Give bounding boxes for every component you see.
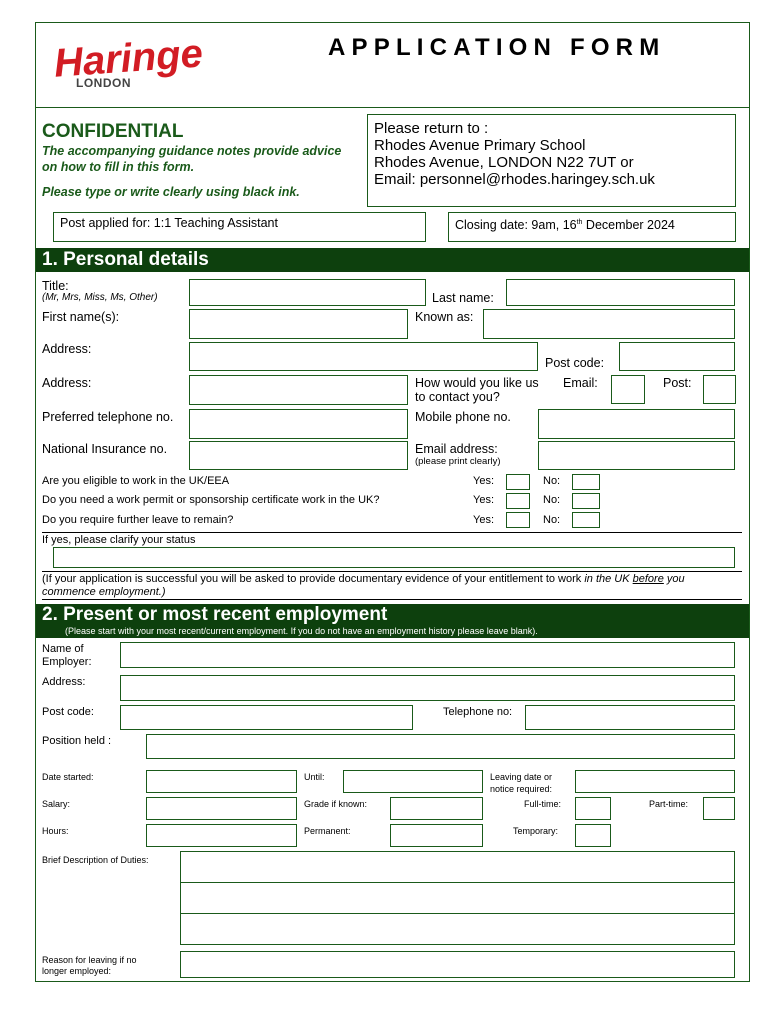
preferred-phone-input[interactable] bbox=[189, 409, 408, 439]
first-names-label: First name(s): bbox=[42, 310, 120, 324]
emp-post-code-label: Post code: bbox=[42, 706, 94, 718]
post-code-input[interactable] bbox=[619, 342, 735, 371]
leaving-label-1: Leaving date or bbox=[490, 772, 553, 782]
section-1-title: 1. Personal details bbox=[42, 249, 209, 270]
emp-address-input[interactable] bbox=[120, 675, 735, 701]
section-2-title: 2. Present or most recent employment bbox=[42, 604, 388, 625]
clarify-label: If yes, please clarify your status bbox=[42, 534, 196, 546]
last-name-label: Last name: bbox=[432, 291, 494, 305]
divider-1 bbox=[42, 532, 742, 533]
full-time-checkbox[interactable] bbox=[575, 797, 611, 820]
employer-input[interactable] bbox=[120, 642, 735, 668]
position-input[interactable] bbox=[146, 734, 735, 759]
permit-yes-checkbox[interactable] bbox=[506, 493, 530, 509]
reason-label-1: Reason for leaving if no bbox=[42, 955, 137, 965]
hours-input[interactable] bbox=[146, 824, 297, 847]
eligible-question: Are you eligible to work in the UK/EEA bbox=[42, 475, 230, 487]
closing-date-label: Closing date: 9am, 16th December 2024 bbox=[455, 218, 675, 233]
leave-no-label: No: bbox=[543, 514, 561, 526]
clarify-input[interactable] bbox=[53, 547, 735, 568]
duties-input-line-2[interactable] bbox=[180, 882, 735, 914]
title-hint: (Mr, Mrs, Miss, Ms, Other) bbox=[42, 292, 158, 303]
leaving-label-2: notice required: bbox=[490, 784, 553, 794]
eligible-yes-label: Yes: bbox=[473, 475, 495, 487]
part-time-label: Part-time: bbox=[649, 799, 689, 809]
title-label: Title: bbox=[42, 279, 69, 293]
temporary-checkbox[interactable] bbox=[575, 824, 611, 847]
return-line-2: Rhodes Avenue, LONDON N22 7UT or bbox=[374, 154, 634, 171]
until-label: Until: bbox=[304, 772, 325, 782]
temporary-label: Temporary: bbox=[513, 826, 559, 836]
section-2-subtitle: (Please start with your most recent/current employment. If you do not have an employment history please leave blank). bbox=[65, 626, 538, 636]
contact-question-line-2: to contact you? bbox=[415, 390, 500, 404]
eligible-yes-checkbox[interactable] bbox=[506, 474, 530, 490]
part-time-checkbox[interactable] bbox=[703, 797, 735, 820]
post-applied-label: Post applied for: 1:1 Teaching Assistant bbox=[60, 216, 278, 230]
return-email: Email: personnel@rhodes.haringey.sch.uk bbox=[374, 171, 655, 188]
title-input[interactable] bbox=[189, 279, 426, 306]
reason-input[interactable] bbox=[180, 951, 735, 978]
preferred-phone-label: Preferred telephone no. bbox=[42, 410, 174, 424]
eligible-no-label: No: bbox=[543, 475, 561, 487]
permanent-label: Permanent: bbox=[304, 826, 351, 836]
haringey-logo bbox=[52, 30, 202, 92]
address-input-1[interactable] bbox=[189, 342, 538, 371]
mobile-phone-label: Mobile phone no. bbox=[415, 410, 511, 424]
address-label-1: Address: bbox=[42, 342, 92, 356]
contact-post-label: Post: bbox=[663, 376, 692, 390]
known-as-input[interactable] bbox=[483, 309, 735, 339]
date-started-label: Date started: bbox=[42, 772, 94, 782]
emp-telephone-label: Telephone no: bbox=[443, 706, 513, 718]
until-input[interactable] bbox=[343, 770, 483, 793]
post-code-label: Post code: bbox=[545, 356, 605, 370]
address-label-2: Address: bbox=[42, 376, 92, 390]
emp-telephone-input[interactable] bbox=[525, 705, 735, 730]
email-address-hint: (please print clearly) bbox=[415, 456, 501, 467]
leave-yes-checkbox[interactable] bbox=[506, 512, 530, 528]
position-label: Position held : bbox=[42, 735, 112, 747]
reason-label-2: longer employed: bbox=[42, 966, 112, 976]
salary-label: Salary: bbox=[42, 799, 71, 809]
permit-no-label: No: bbox=[543, 494, 561, 506]
duties-label: Brief Description of Duties: bbox=[42, 855, 149, 865]
grade-input[interactable] bbox=[390, 797, 483, 820]
permit-yes-label: Yes: bbox=[473, 494, 495, 506]
contact-email-checkbox[interactable] bbox=[611, 375, 645, 404]
svg-text:Haringey: Haringey bbox=[52, 30, 202, 86]
guidance-note: The accompanying guidance notes provide advice on how to fill in this form. bbox=[42, 144, 342, 174]
first-names-input[interactable] bbox=[189, 309, 408, 339]
employer-label-1: Name of bbox=[42, 643, 84, 655]
duties-input-line-3[interactable] bbox=[180, 913, 735, 945]
eligible-no-checkbox[interactable] bbox=[572, 474, 600, 490]
address-input-2[interactable] bbox=[189, 375, 408, 405]
logo-subtitle: LONDON bbox=[76, 76, 131, 90]
last-name-input[interactable] bbox=[506, 279, 735, 306]
leave-question: Do you require further leave to remain? bbox=[42, 514, 234, 526]
ni-label: National Insurance no. bbox=[42, 442, 168, 456]
contact-question-line-1: How would you like us bbox=[415, 376, 539, 390]
evidence-note: (If your application is successful you will be asked to provide documentary evidence of your entitlement to work in the UK before you commence employment.) bbox=[42, 573, 685, 598]
known-as-label: Known as: bbox=[415, 310, 474, 324]
form-title: APPLICATION FORM bbox=[328, 34, 666, 61]
hours-label: Hours: bbox=[42, 826, 69, 836]
contact-email-label: Email: bbox=[563, 376, 598, 390]
full-time-label: Full-time: bbox=[524, 799, 562, 809]
permit-no-checkbox[interactable] bbox=[572, 493, 600, 509]
leave-no-checkbox[interactable] bbox=[572, 512, 600, 528]
confidential-heading: CONFIDENTIAL bbox=[42, 121, 184, 142]
header-divider bbox=[36, 107, 749, 108]
return-heading: Please return to : bbox=[374, 120, 489, 137]
contact-post-checkbox[interactable] bbox=[703, 375, 736, 404]
divider-3 bbox=[42, 599, 742, 600]
salary-input[interactable] bbox=[146, 797, 297, 820]
permanent-checkbox[interactable] bbox=[390, 824, 483, 847]
section-2-header bbox=[36, 604, 749, 638]
leaving-input[interactable] bbox=[575, 770, 735, 793]
ni-input[interactable] bbox=[189, 441, 408, 470]
section-1-header bbox=[36, 248, 749, 272]
mobile-phone-input[interactable] bbox=[538, 409, 735, 439]
employer-label-2: Employer: bbox=[42, 656, 92, 668]
ink-note: Please type or write clearly using black ink. bbox=[42, 185, 300, 199]
permit-question: Do you need a work permit or sponsorship certificate work in the UK? bbox=[42, 494, 380, 506]
duties-input-line-1[interactable] bbox=[180, 851, 735, 883]
return-line-1: Rhodes Avenue Primary School bbox=[374, 137, 586, 154]
emp-post-code-input[interactable] bbox=[120, 705, 413, 730]
email-address-label: Email address: bbox=[415, 442, 498, 456]
date-started-input[interactable] bbox=[146, 770, 297, 793]
leave-yes-label: Yes: bbox=[473, 514, 495, 526]
email-address-input[interactable] bbox=[538, 441, 735, 470]
emp-address-label: Address: bbox=[42, 676, 86, 688]
grade-label: Grade if known: bbox=[304, 799, 368, 809]
divider-2 bbox=[42, 571, 742, 572]
